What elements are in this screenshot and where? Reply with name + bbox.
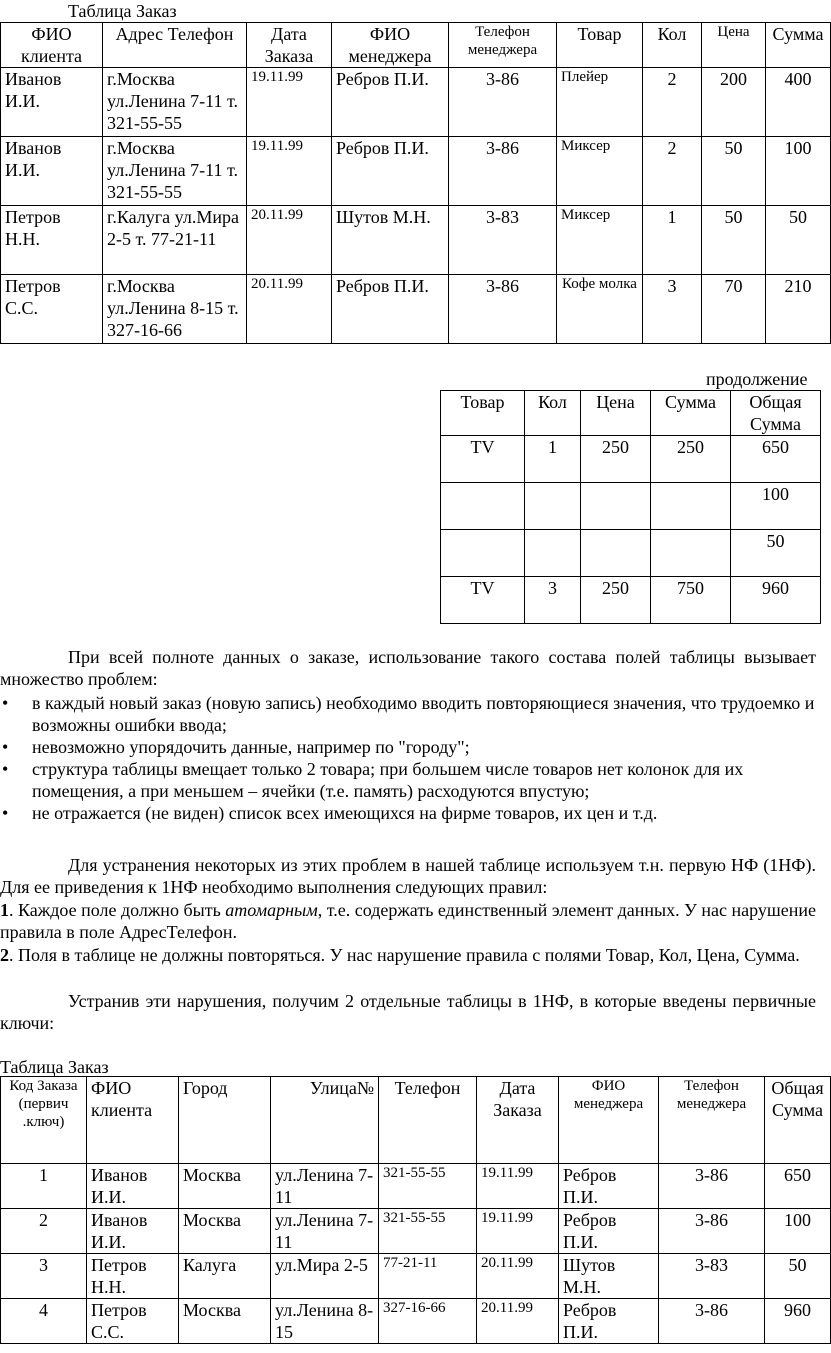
table-cell: г.Москва ул.Ленина 7-11 т. 321-55-55 — [103, 137, 247, 206]
table-cell: 19.11.99 — [477, 1164, 559, 1209]
table-cell: 3-86 — [659, 1209, 765, 1254]
table-cell: 2 — [643, 68, 702, 137]
table-cell: Миксер — [557, 206, 643, 275]
table-cell: 3-86 — [449, 275, 557, 344]
table-cell: TV — [441, 436, 525, 483]
table-cell: 3 — [643, 275, 702, 344]
table-cell: Миксер — [557, 137, 643, 206]
table-row — [1, 1164, 831, 1209]
table1-header: Телефон менеджера — [449, 23, 557, 68]
table-cell: 650 — [765, 1164, 831, 1209]
table-cell: Петров С.С. — [1, 275, 103, 344]
table-row — [1, 68, 831, 137]
table-row — [1, 137, 831, 206]
table-cell: Москва — [179, 1299, 271, 1344]
table-cell: Шутов М.Н. — [332, 206, 449, 275]
table-cell: Ребров П.И. — [332, 137, 449, 206]
table1-title: Таблица Заказ — [68, 1, 177, 21]
table1-header: Дата Заказа — [247, 23, 332, 68]
table-cell: 20.11.99 — [247, 275, 332, 344]
table3-header: ФИО клиента — [87, 1077, 179, 1164]
table3-header-row — [1, 1077, 831, 1164]
table-cell: 50 — [766, 206, 831, 275]
table-cell: 960 — [731, 577, 821, 624]
table-cell: ул.Ленина 8-15 — [271, 1299, 379, 1344]
table-cell: 4 — [1, 1299, 87, 1344]
table-cell: Петров С.С. — [87, 1299, 179, 1344]
table-cell: Иванов И.И. — [1, 68, 103, 137]
table-cell: 3-86 — [659, 1164, 765, 1209]
table2-header: Сумма — [651, 391, 731, 436]
table-cell: Калуга — [179, 1254, 271, 1299]
table-cell: 3 — [1, 1254, 87, 1299]
table-cell: Шутов М.Н. — [559, 1254, 659, 1299]
table-cell: 100 — [765, 1209, 831, 1254]
table-cell: Петров Н.Н. — [87, 1254, 179, 1299]
table-cell: Иванов И.И. — [1, 137, 103, 206]
table-cell: ул.Ленина 7-11 — [271, 1209, 379, 1254]
rule1-paragraph — [0, 899, 816, 943]
table2-header: Товар — [441, 391, 525, 436]
table1-header: Адрес Телефон — [103, 23, 247, 68]
table-cell: Ребров П.И. — [559, 1209, 659, 1254]
table2-header: Цена — [581, 391, 651, 436]
table-cell: 77-21-11 — [379, 1254, 477, 1299]
table2-header: Общая Сумма — [731, 391, 821, 436]
rule2-number: 2 — [0, 945, 9, 965]
table-cell: 19.11.99 — [477, 1209, 559, 1254]
table1-orders — [0, 22, 831, 344]
table-row — [441, 436, 821, 483]
table3-header: Дата Заказа — [477, 1077, 559, 1164]
nf-intro-paragraph: Для устранения некоторых из этих проблем в нашей таблице используем т.н. первую НФ (1НФ). Для ее приведения к 1НФ необходимо выполнения следующих правил: — [0, 855, 816, 897]
table-cell: 2 — [643, 137, 702, 206]
table-row — [1, 206, 831, 275]
table-cell — [441, 530, 525, 577]
list-item: • невозможно упорядочить данные, например по "городу"; — [0, 736, 816, 758]
list-item: • в каждый новый заказ (новую запись) необходимо вводить повторяющиеся значения, что трудоемко и возможны ошибки ввода; — [0, 692, 816, 736]
table-cell: 250 — [581, 436, 651, 483]
table-cell: 3 — [525, 577, 581, 624]
rule2-text: . Поля в таблице не должны повторяться. У нас нарушение правила с полями Товар, Кол, Цена, Сумма. — [9, 945, 800, 965]
table2-continuation — [440, 390, 821, 624]
table3-header: ФИО менеджера — [559, 1077, 659, 1164]
table-cell — [581, 530, 651, 577]
table-cell — [525, 483, 581, 530]
table3-header: Код Заказа (первич .ключ) — [1, 1077, 87, 1164]
table-cell: Ребров П.И. — [559, 1164, 659, 1209]
table-cell: г.Москва ул.Ленина 8-15 т. 327-16-66 — [103, 275, 247, 344]
table-cell: 20.11.99 — [477, 1299, 559, 1344]
rule1-text-a: . Каждое поле должно быть — [9, 900, 226, 920]
table-cell: 100 — [766, 137, 831, 206]
table1-header: Цена — [702, 23, 766, 68]
table-cell — [581, 483, 651, 530]
table-cell: 19.11.99 — [247, 68, 332, 137]
table-cell — [525, 530, 581, 577]
table-cell: Иванов И.И. — [87, 1164, 179, 1209]
table-cell: 750 — [651, 577, 731, 624]
table-cell: Москва — [179, 1209, 271, 1254]
table1-header: ФИО менеджера — [332, 23, 449, 68]
table-cell: Ребров П.И. — [332, 68, 449, 137]
table-row — [1, 275, 831, 344]
table-cell: 3-83 — [449, 206, 557, 275]
table-cell: ул.Мира 2-5 — [271, 1254, 379, 1299]
table-cell: 20.11.99 — [477, 1254, 559, 1299]
table-cell: 3-83 — [659, 1254, 765, 1299]
table-cell: Москва — [179, 1164, 271, 1209]
table-cell: 20.11.99 — [247, 206, 332, 275]
table3-header: Улица№ — [271, 1077, 379, 1164]
table-cell: 200 — [702, 68, 766, 137]
table-cell — [441, 483, 525, 530]
table1-header: Сумма — [766, 23, 831, 68]
table-cell: 650 — [731, 436, 821, 483]
table-cell — [651, 530, 731, 577]
table-cell: г.Калуга ул.Мира 2-5 т. 77-21-11 — [103, 206, 247, 275]
table-cell: 50 — [702, 137, 766, 206]
table-cell: Плейер — [557, 68, 643, 137]
table3-title: Таблица Заказ — [0, 1057, 109, 1077]
table-cell — [651, 483, 731, 530]
table1-header-row — [1, 23, 831, 68]
table3-header: Телефон — [379, 1077, 477, 1164]
list-item: • структура таблицы вмещает только 2 товара; при большем числе товаров нет колонок для их помещения, а при меньшем – ячейки (т.е. память) расходуются впустую; — [0, 758, 816, 802]
table-row — [1, 1209, 831, 1254]
table-cell: ул.Ленина 7-11 — [271, 1164, 379, 1209]
table-cell: 400 — [766, 68, 831, 137]
table-cell: 19.11.99 — [247, 137, 332, 206]
intro-paragraph: При всей полноте данных о заказе, использование такого состава полей таблицы вызывает множество проблем: — [0, 647, 816, 689]
table-cell: 3-86 — [449, 68, 557, 137]
table-cell: г.Москва ул.Ленина 7-11 т. 321-55-55 — [103, 68, 247, 137]
table-row — [441, 530, 821, 577]
rule1-emphasis: атомарным — [225, 900, 318, 920]
list-item: • не отражается (не виден) список всех имеющихся на фирме товаров, их цен и т.д. — [0, 802, 816, 824]
table-cell: Ребров П.И. — [332, 275, 449, 344]
conclusion-paragraph: Устранив эти нарушения, получим 2 отдельные таблицы в 1НФ, в которые введены первичные ключи: — [0, 991, 816, 1033]
table-cell: 321-55-55 — [379, 1164, 477, 1209]
table-cell: 327-16-66 — [379, 1299, 477, 1344]
table-cell: 210 — [766, 275, 831, 344]
rule2-paragraph — [0, 944, 816, 966]
table-cell: 321-55-55 — [379, 1209, 477, 1254]
table-cell: 1 — [643, 206, 702, 275]
table-cell: Иванов И.И. — [87, 1209, 179, 1254]
table-cell: TV — [441, 577, 525, 624]
table1-header: Товар — [557, 23, 643, 68]
table-cell: Петров Н.Н. — [1, 206, 103, 275]
table-cell: 1 — [1, 1164, 87, 1209]
table1-header: ФИО клиента — [1, 23, 103, 68]
table-cell: 100 — [731, 483, 821, 530]
table-cell: 1 — [525, 436, 581, 483]
rule1-text-b: , т.е. содержать единственный элемент данных. У нас нарушение правила в поле АдресТелефон. — [0, 900, 816, 942]
table3-header: Город — [179, 1077, 271, 1164]
table-row — [441, 577, 821, 624]
table3-header: Общая Сумма — [765, 1077, 831, 1164]
table-cell: 50 — [765, 1254, 831, 1299]
table-row — [1, 1299, 831, 1344]
table-cell: 250 — [581, 577, 651, 624]
table-row — [1, 1254, 831, 1299]
rule1-number: 1 — [0, 900, 9, 920]
table3-header: Телефон менеджера — [659, 1077, 765, 1164]
table-cell: 50 — [702, 206, 766, 275]
table-cell: 3-86 — [449, 137, 557, 206]
table-cell: Ребров П.И. — [559, 1299, 659, 1344]
table-cell: 50 — [731, 530, 821, 577]
table2-header: Кол — [525, 391, 581, 436]
table1-header: Кол — [643, 23, 702, 68]
table2-header-row — [441, 391, 821, 436]
table-cell: 960 — [765, 1299, 831, 1344]
table-cell: 250 — [651, 436, 731, 483]
table-cell: 3-86 — [659, 1299, 765, 1344]
table-cell: Кофе молка — [557, 275, 643, 344]
table2-caption: продолжение — [706, 369, 808, 389]
table-row — [441, 483, 821, 530]
table-cell: 2 — [1, 1209, 87, 1254]
table-cell: 70 — [702, 275, 766, 344]
table3-orders-1nf — [0, 1076, 831, 1344]
